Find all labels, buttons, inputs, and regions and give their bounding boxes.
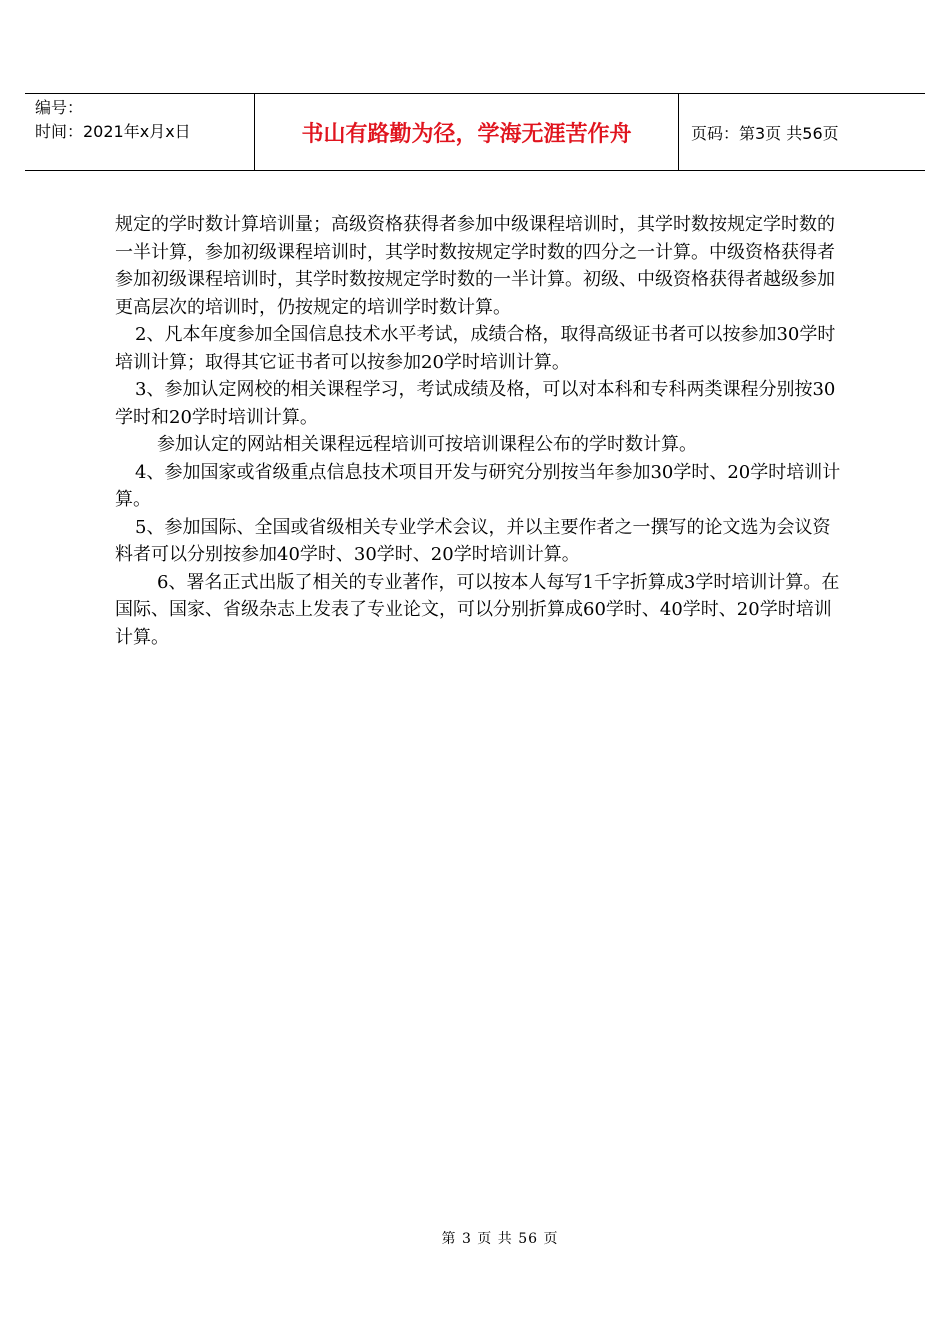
header-meta	[25, 94, 255, 170]
paragraph: 3、参加认定网校的相关课程学习，考试成绩及格，可以对本科和专科两类课程分别按30学时和20学时培训计算。	[115, 379, 836, 428]
paragraph: 6、署名正式出版了相关的专业著作，可以按本人每写1千字折算成3学时培训计算。在国际、国家、省级杂志上发表了专业论文，可以分别折算成60学时、40学时、20学时培训计算。	[115, 571, 840, 648]
paragraph: 2、凡本年度参加全国信息技术水平考试，成绩合格，取得高级证书者可以按参加30学时培训计算；取得其它证书者可以按参加20学时培训计算。	[115, 324, 836, 373]
paragraph: 规定的学时数计算培训量；高级资格获得者参加中级课程培训时，其学时数按规定学时数的一半计算，参加初级课程培训时，其学时数按规定学时数的四分之一计算。中级资格获得者参加初级课程培训时，其学时数按规定学时数的一半计算。初级、中级资格获得者越级参加更高层次的培训时，仍按规定的培训学时数计算。	[115, 214, 835, 318]
paragraph: 4、参加国家或省级重点信息技术项目开发与研究分别按当年参加30学时、20学时培训计算。	[115, 461, 841, 510]
page-footer: 第 3 页 共 56 页	[441, 1231, 559, 1247]
document-time: 时间：2021年x月x日	[35, 122, 191, 141]
page-header	[25, 93, 925, 171]
paragraph: 5、参加国际、全国或省级相关专业学术会议，并以主要作者之一撰写的论文选为会议资料者可以分别按参加40学时、30学时、20学时培训计算。	[115, 516, 831, 565]
header-motto: 书山有路勤为径，学海无涯苦作舟	[255, 94, 679, 170]
paragraph: 参加认定的网站相关课程远程培训可按培训课程公布的学时数计算。	[157, 434, 697, 455]
header-page-info: 页码：第3页 共56页	[691, 123, 839, 143]
document-number-label: 编号：	[35, 98, 84, 117]
document-body	[115, 211, 845, 651]
